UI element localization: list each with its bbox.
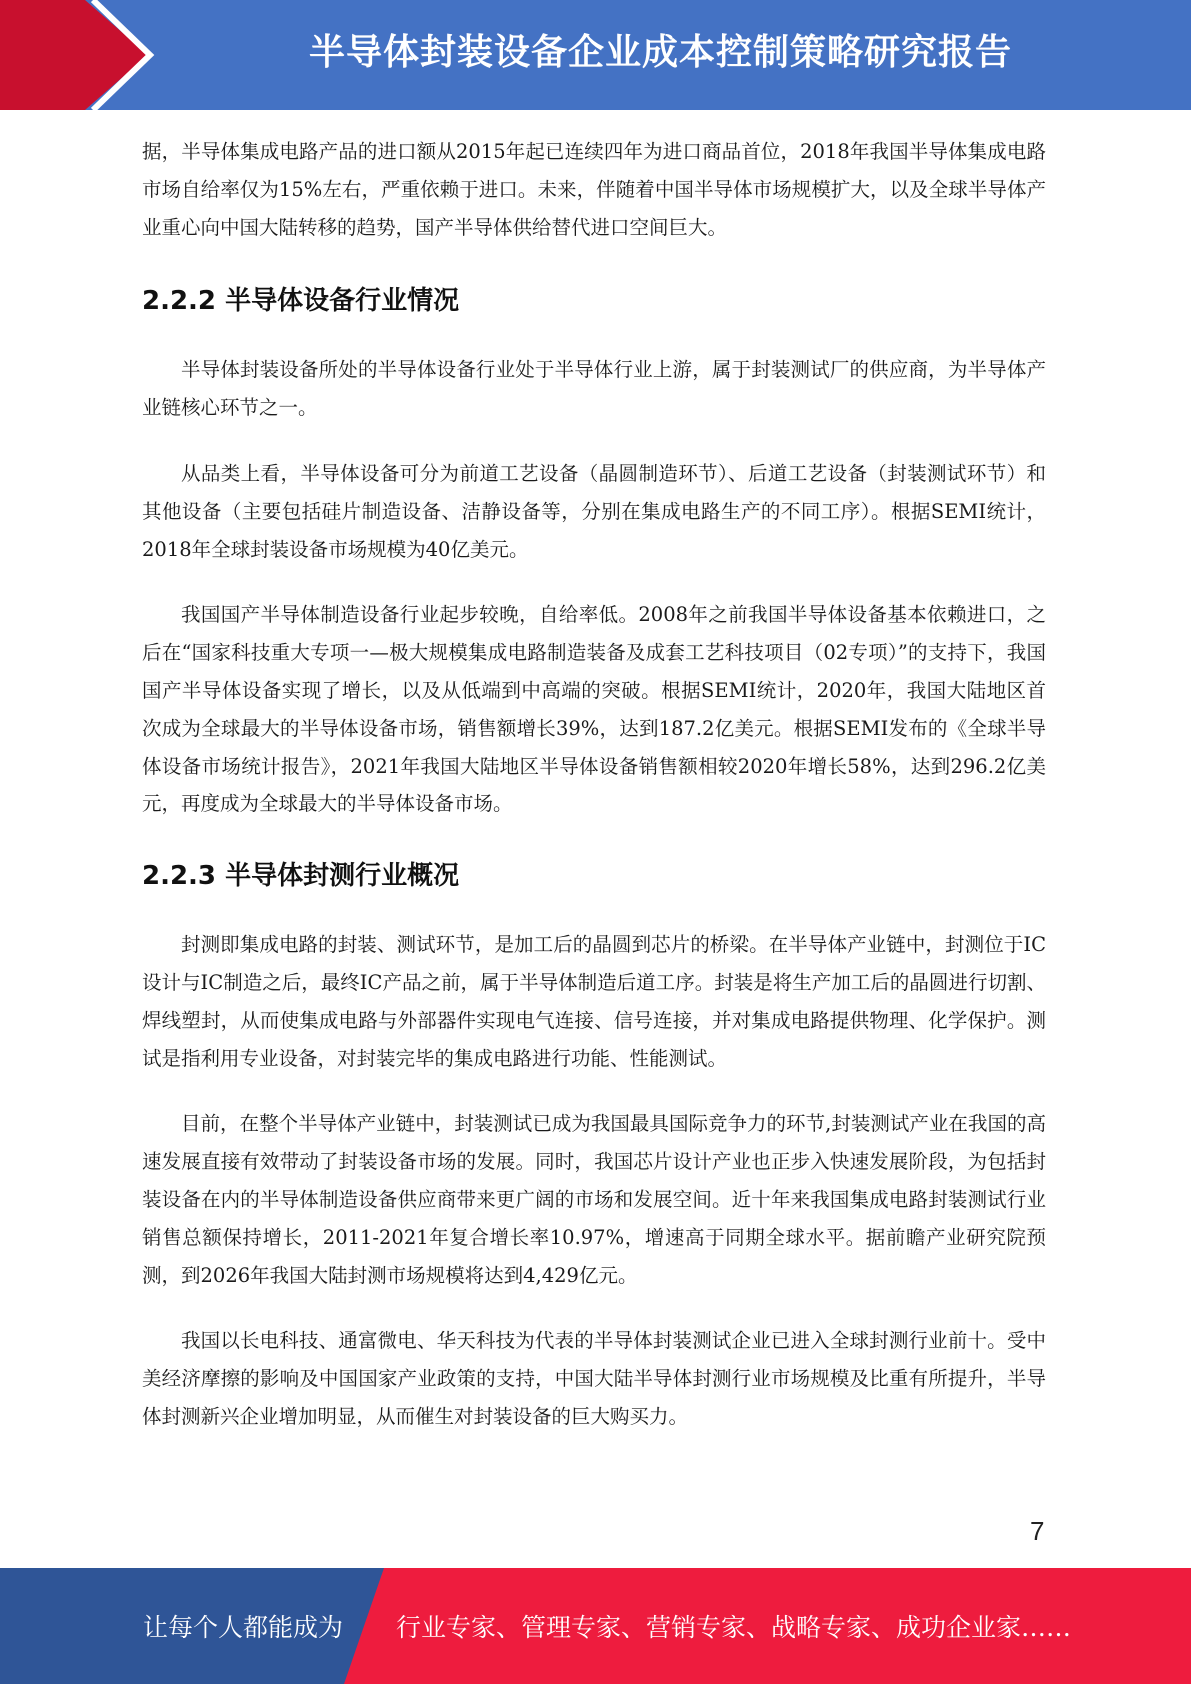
section-heading-2-2-2: 2.2.2 半导体设备行业情况 xyxy=(142,286,460,317)
paragraph: 封测即集成电路的封装、测试环节，是加工后的晶圆到芯片的桥梁。在半导体产业链中，封测位于IC设计与IC制造之后，最终IC产品之前，属于半导体制造后道工序。封装是将生产加工后的晶圆进行切割、焊线塑封，从而使集成电路与外部器件实现电气连接、信号连接，并对集成电路提供物理、化学保护。测试是指利用专业设备，对封装完毕的集成电路进行功能、性能测试。 xyxy=(142,933,1046,1070)
header-bar xyxy=(0,0,1191,110)
page-number: 7 xyxy=(1030,1516,1045,1546)
section-heading-2-2-3: 2.2.3 半导体封测行业概况 xyxy=(142,861,460,892)
paragraph: 我国以长电科技、通富微电、华天科技为代表的半导体封装测试企业已进入全球封测行业前十。受中美经济摩擦的影响及中国国家产业政策的支持，中国大陆半导体封测行业市场规模及比重有所提升，半导体封测新兴企业增加明显，从而催生对封装设备的巨大购买力。 xyxy=(142,1329,1046,1428)
footer-slogan-right: 行业专家、管理专家、营销专家、战略专家、成功企业家…… xyxy=(396,1613,1072,1642)
paragraph: 我国国产半导体制造设备行业起步较晚，自给率低。2008年之前我国半导体设备基本依赖进口，之后在“国家科技重大专项一—极大规模集成电路制造装备及成套工艺科技项目（02专项）”的支持下，我国国产半导体设备实现了增长，以及从低端到中高端的突破。根据SEMI统计，2020年，我国大陆地区首次成为全球最大的半导体设备市场，销售额增长39%，达到187.2亿美元。根据SEMI发布的《全球半导体设备市场统计报告》，2021年我国大陆地区半导体设备销售额相较2020年增长58%，达到296.2亿美元，再度成为全球最大的半导体设备市场。 xyxy=(142,603,1046,816)
page-content xyxy=(142,133,1046,1436)
paragraph: 半导体封装设备所处的半导体设备行业处于半导体行业上游，属于封装测试厂的供应商，为半导体产业链核心环节之一。 xyxy=(142,358,1046,420)
intro-paragraph: 据，半导体集成电路产品的进口额从2015年起已连续四年为进口商品首位，2018年我国半导体集成电路市场自给率仅为15%左右，严重依赖于进口。未来，伴随着中国半导体市场规模扩大，以及全球半导体产业重心向中国大陆转移的趋势，国产半导体供给替代进口空间巨大。 xyxy=(142,140,1046,239)
footer-bar xyxy=(0,1568,1191,1684)
footer-slogan-left: 让每个人都能成为 xyxy=(143,1613,344,1642)
report-title: 半导体封装设备企业成本控制策略研究报告 xyxy=(308,32,1012,73)
paragraph: 从品类上看，半导体设备可分为前道工艺设备（晶圆制造环节）、后道工艺设备（封装测试环节）和其他设备（主要包括硅片制造设备、洁静设备等，分别在集成电路生产的不同工序）。根据SEMI统计，2018年全球封装设备市场规模为40亿美元。 xyxy=(142,461,1046,561)
paragraph: 目前，在整个半导体产业链中，封装测试已成为我国最具国际竞争力的环节,封装测试产业在我国的高速发展直接有效带动了封装设备市场的发展。同时，我国芯片设计产业也正步入快速发展阶段，为包括封装设备在内的半导体制造设备供应商带来更广阔的市场和发展空间。近十年来我国集成电路封装测试行业销售总额保持增长，2011-2021年复合增长率10.97%，增速高于同期全球水平。据前瞻产业研究院预测，到2026年我国大陆封测市场规模将达到4,429亿元。 xyxy=(142,1112,1046,1287)
